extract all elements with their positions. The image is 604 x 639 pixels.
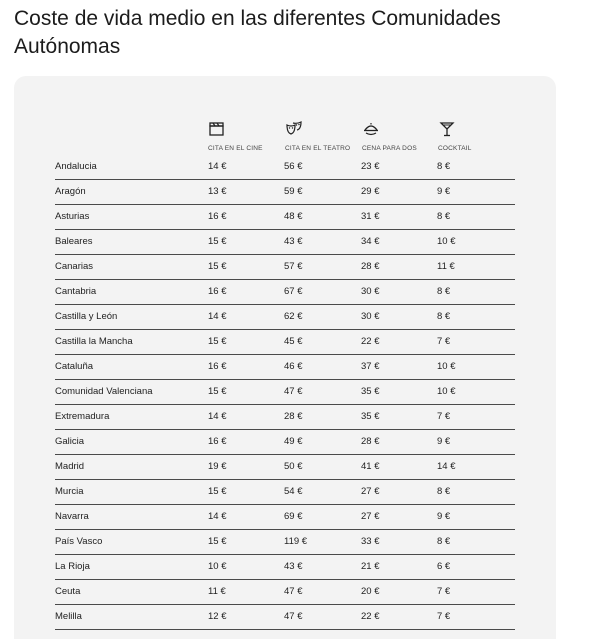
cena-price: 30 €: [361, 286, 380, 297]
region-name: Extremadura: [55, 411, 110, 422]
cocktail-price: 10 €: [437, 361, 456, 372]
cine-price: 15 €: [208, 386, 227, 397]
region-name: La Rioja: [55, 561, 90, 572]
cena-price: 28 €: [361, 436, 380, 447]
cocktail-price: 9 €: [437, 186, 451, 197]
teatro-price: 50 €: [284, 461, 303, 472]
teatro-price: 46 €: [284, 361, 303, 372]
table-row: [55, 454, 515, 480]
teatro-price: 67 €: [284, 286, 303, 297]
region-name: Baleares: [55, 236, 93, 247]
teatro-price: 69 €: [284, 511, 303, 522]
column-header-cocktail: COCKTAIL: [438, 145, 472, 152]
table-row: [55, 279, 515, 305]
table-row: [55, 504, 515, 530]
teatro-price: 43 €: [284, 236, 303, 247]
column-header-teatro: CITA EN EL TEATRO: [285, 145, 351, 152]
theater-masks-icon: [285, 121, 303, 137]
cena-price: 27 €: [361, 486, 380, 497]
cena-price: 41 €: [361, 461, 380, 472]
cine-price: 14 €: [208, 411, 227, 422]
cena-price: 30 €: [361, 311, 380, 322]
cena-price: 37 €: [361, 361, 380, 372]
cena-price: 27 €: [361, 511, 380, 522]
cocktail-price: 7 €: [437, 336, 451, 347]
region-name: Cantabria: [55, 286, 97, 297]
teatro-price: 59 €: [284, 186, 303, 197]
region-name: Cataluña: [55, 361, 94, 372]
region-name: País Vasco: [55, 536, 103, 547]
table-row: [55, 604, 515, 630]
cena-price: 34 €: [361, 236, 380, 247]
cena-price: 22 €: [361, 336, 380, 347]
table-row: [55, 479, 515, 505]
table-row: [55, 254, 515, 280]
cocktail-price: 7 €: [437, 586, 451, 597]
teatro-price: 28 €: [284, 411, 303, 422]
cocktail-glass-icon: [438, 121, 456, 137]
teatro-price: 47 €: [284, 586, 303, 597]
region-name: Ceuta: [55, 586, 81, 597]
cocktail-price: 8 €: [437, 211, 451, 222]
cocktail-price: 7 €: [437, 611, 451, 622]
table-row: [55, 554, 515, 580]
cine-price: 12 €: [208, 611, 227, 622]
cena-price: 21 €: [361, 561, 380, 572]
table-row: [55, 429, 515, 455]
cocktail-price: 8 €: [437, 286, 451, 297]
cena-price: 35 €: [361, 386, 380, 397]
region-name: Navarra: [55, 511, 89, 522]
region-name: Galicia: [55, 436, 85, 447]
cocktail-price: 10 €: [437, 386, 456, 397]
cocktail-price: 7 €: [437, 411, 451, 422]
cine-price: 14 €: [208, 511, 227, 522]
cocktail-price: 11 €: [437, 261, 455, 272]
cine-price: 16 €: [208, 211, 227, 222]
cine-price: 15 €: [208, 486, 227, 497]
table-row: [55, 304, 515, 330]
cocktail-price: 8 €: [437, 536, 451, 547]
teatro-price: 47 €: [284, 386, 303, 397]
teatro-price: 56 €: [284, 161, 303, 172]
region-name: Melilla: [55, 611, 82, 622]
column-header-cine: CITA EN EL CINE: [208, 145, 263, 152]
cine-price: 13 €: [208, 186, 227, 197]
region-name: Murcia: [55, 486, 84, 497]
dinner-plate-icon: [362, 121, 380, 137]
cine-price: 16 €: [208, 361, 227, 372]
cinema-clapper-icon: [208, 121, 226, 137]
table-row: [55, 579, 515, 605]
table-row: [55, 404, 515, 430]
cena-price: 33 €: [361, 536, 380, 547]
cine-price: 19 €: [208, 461, 227, 472]
teatro-price: 54 €: [284, 486, 303, 497]
region-name: Madrid: [55, 461, 85, 472]
page-title: Coste de vida medio en las diferentes Comunidades Autónomas: [14, 7, 501, 58]
cocktail-price: 8 €: [437, 486, 451, 497]
cena-price: 22 €: [361, 611, 380, 622]
region-name: Canarias: [55, 261, 94, 272]
cine-price: 14 €: [208, 161, 227, 172]
cocktail-price: 6 €: [437, 561, 451, 572]
table-row: [55, 229, 515, 255]
teatro-price: 45 €: [284, 336, 303, 347]
cocktail-price: 9 €: [437, 511, 451, 522]
cine-price: 10 €: [208, 561, 227, 572]
teatro-price: 57 €: [284, 261, 303, 272]
cine-price: 16 €: [208, 436, 227, 447]
cine-price: 15 €: [208, 261, 227, 272]
teatro-price: 48 €: [284, 211, 303, 222]
cena-price: 29 €: [361, 186, 380, 197]
table-row: [55, 379, 515, 405]
cine-price: 15 €: [208, 336, 227, 347]
region-name: Castilla y León: [55, 311, 118, 322]
table-row: [55, 354, 515, 380]
cena-price: 23 €: [361, 161, 380, 172]
cena-price: 28 €: [361, 261, 380, 272]
teatro-price: 47 €: [284, 611, 303, 622]
teatro-price: 49 €: [284, 436, 303, 447]
table-row: [55, 179, 515, 205]
table-row: [55, 329, 515, 355]
region-name: Aragón: [55, 186, 86, 197]
table-row: [55, 529, 515, 555]
cocktail-price: 8 €: [437, 161, 451, 172]
table-row: [55, 154, 515, 180]
cine-price: 15 €: [208, 236, 227, 247]
cena-price: 35 €: [361, 411, 380, 422]
cine-price: 14 €: [208, 311, 227, 322]
column-header-cena: CENA PARA DOS: [362, 145, 417, 152]
cocktail-price: 8 €: [437, 311, 451, 322]
cocktail-price: 9 €: [437, 436, 451, 447]
region-name: Castilla la Mancha: [55, 336, 133, 347]
cine-price: 11 €: [208, 586, 226, 597]
cine-price: 16 €: [208, 286, 227, 297]
table-row: [55, 204, 515, 230]
teatro-price: 119 €: [284, 536, 308, 547]
cena-price: 20 €: [361, 586, 380, 597]
cocktail-price: 14 €: [437, 461, 456, 472]
teatro-price: 43 €: [284, 561, 303, 572]
cine-price: 15 €: [208, 536, 227, 547]
region-name: Asturias: [55, 211, 90, 222]
region-name: Comunidad Valenciana: [55, 386, 153, 397]
cena-price: 31 €: [361, 211, 380, 222]
cocktail-price: 10 €: [437, 236, 456, 247]
region-name: Andalucia: [55, 161, 97, 172]
teatro-price: 62 €: [284, 311, 303, 322]
